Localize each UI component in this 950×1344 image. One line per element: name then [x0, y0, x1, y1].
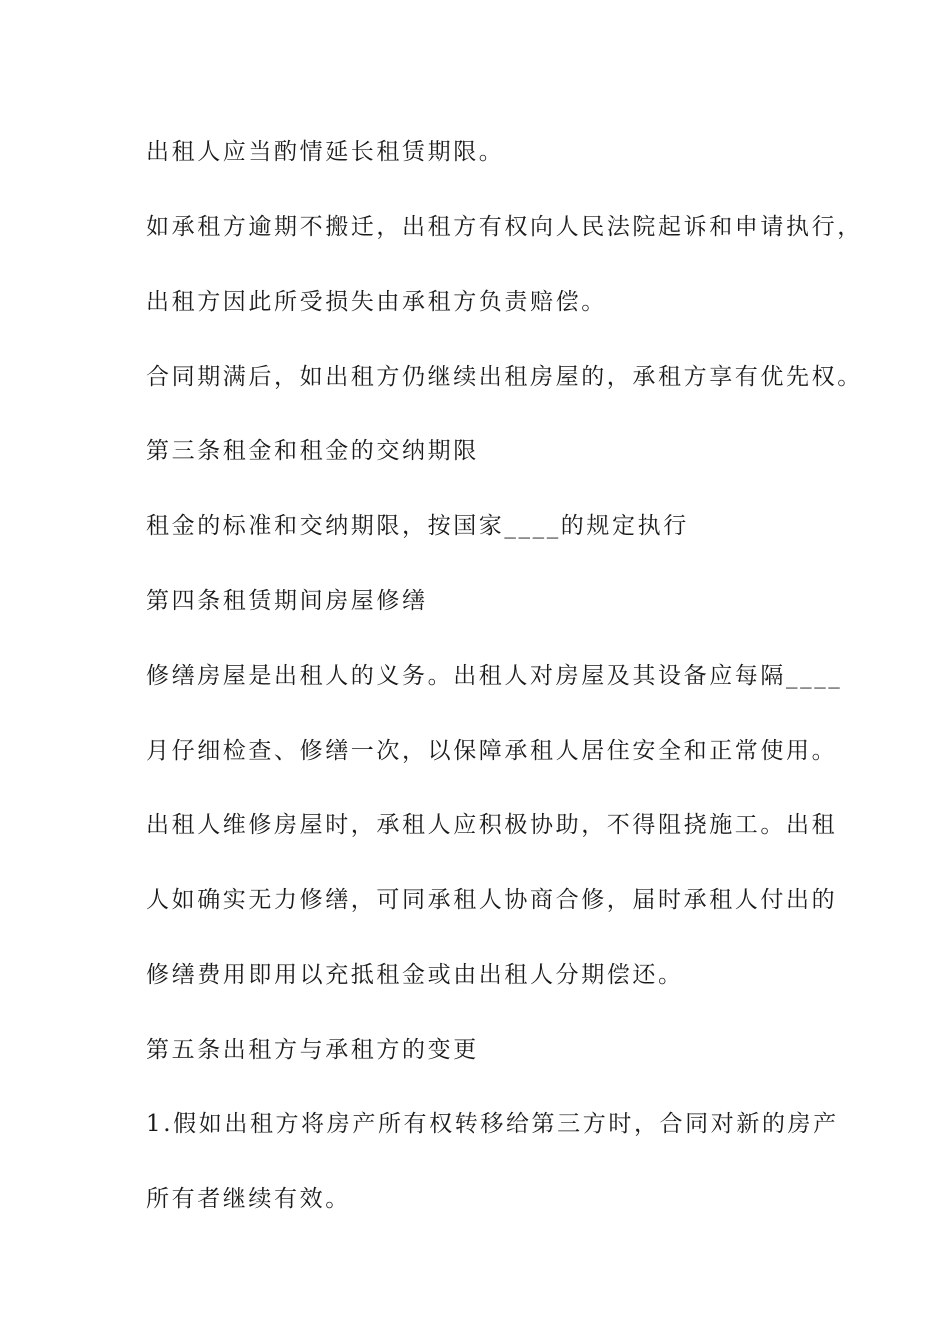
paragraph-line: 出租人应当酌情延长租赁期限。	[146, 139, 505, 165]
paragraph-line: 所有者继续有效。	[146, 1186, 351, 1212]
paragraph-line: 月仔细检查、修缮一次，以保障承租人居住安全和正常使用。	[146, 738, 838, 764]
paragraph-line: 出租方因此所受损失由承租方负责赔偿。	[146, 289, 607, 315]
paragraph-line: 1.假如出租方将房产所有权转移给第三方时，合同对新的房产	[146, 1111, 839, 1137]
paragraph-line: 修缮房屋是出租人的义务。出租人对房屋及其设备应每隔____	[146, 663, 843, 689]
section-heading: 第五条出租方与承租方的变更	[146, 1037, 479, 1063]
paragraph-line: 合同期满后，如出租方仍继续出租房屋的，承租方享有优先权。	[146, 364, 863, 390]
section-heading: 第四条租赁期间房屋修缮	[146, 588, 428, 614]
section-heading: 第三条租金和租金的交纳期限	[146, 438, 479, 464]
paragraph-line: 人如确实无力修缮，可同承租人协商合修，届时承租人付出的	[146, 887, 838, 913]
paragraph-line: 修缮费用即用以充抵租金或由出租人分期偿还。	[146, 962, 684, 988]
paragraph-line: 租金的标准和交纳期限，按国家____的规定执行	[146, 513, 689, 539]
paragraph-line: 如承租方逾期不搬迁，出租方有权向人民法院起诉和申请执行，	[146, 214, 863, 240]
paragraph-line: 出租人维修房屋时，承租人应积极协助，不得阻挠施工。出租	[146, 812, 838, 838]
